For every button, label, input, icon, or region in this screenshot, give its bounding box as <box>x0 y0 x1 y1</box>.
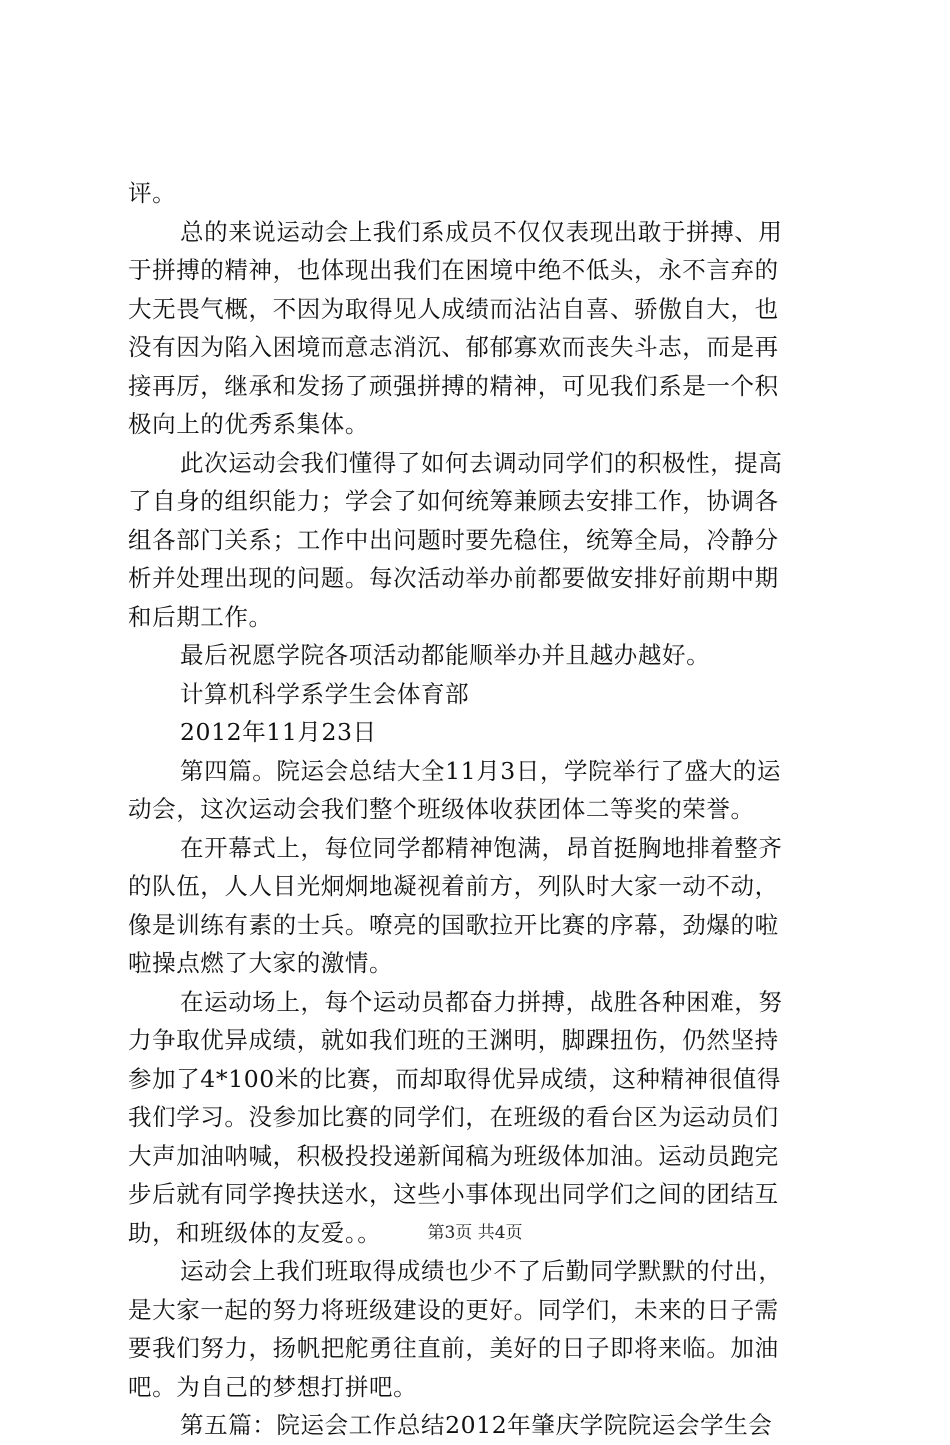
text-line: 大无畏气概，不因为取得见人成绩而沾沾自喜、骄傲自大，也 <box>128 294 779 323</box>
text-line: 我们学习。没参加比赛的同学们，在班级的看台区为运动员们 <box>128 1103 779 1131</box>
text-line: 运动会上我们班取得成绩也少不了后勤同学默默的付出， <box>180 1257 783 1285</box>
text-line: 大声加油呐喊，积极投投递新闻稿为班级体加油。运动员跑完 <box>128 1141 779 1170</box>
text-line: 没有因为陷入困境而意志消沉、郁郁寡欢而丧失斗志，而是再 <box>128 333 779 361</box>
text-line: 像是训练有素的士兵。嘹亮的国歌拉开比赛的序幕，劲爆的啦 <box>128 910 779 939</box>
text-line: 于拼搏的精神，也体现出我们在困境中绝不低头，永不言弃的 <box>128 256 779 284</box>
text-line: 此次运动会我们懂得了如何去调动同学们的积极性，提高 <box>180 448 783 477</box>
text-line: 要我们努力，扬帆把舵勇往直前，美好的日子即将来临。加油 <box>128 1334 779 1362</box>
text-line: 在开幕式上，每位同学都精神饱满，昂首挺胸地排着整齐 <box>180 833 783 862</box>
text-line: 步后就有同学搀扶送水，这些小事体现出同学们之间的团结互 <box>128 1180 779 1208</box>
text-line: 参加了4*100米的比赛，而却取得优异成绩，这种精神很值得 <box>128 1064 781 1093</box>
text-line: 的队伍，人人目光炯炯地凝视着前方，列队时大家一动不动， <box>128 872 779 900</box>
text-line: 在运动场上，每个运动员都奋力拼搏，战胜各种困难，努 <box>180 987 783 1016</box>
text-line: 计算机科学系学生会体育部 <box>180 679 470 708</box>
text-line: 第五篇：院运会工作总结2012年肇庆学院院运会学生会 <box>180 1411 773 1439</box>
text-line: 总的来说运动会上我们系成员不仅仅表现出敢于拼搏、用 <box>180 217 783 246</box>
text-line: 了自身的组织能力；学会了如何统筹兼顾去安排工作，协调各 <box>128 487 779 515</box>
text-line: 动会，这次运动会我们整个班级体收获团体二等奖的荣誉。 <box>128 795 755 823</box>
text-line: 析并处理出现的问题。每次活动举办前都要做安排好前期中期 <box>128 564 779 592</box>
text-line: 力争取优异成绩，就如我们班的王渊明，脚踝扭伤，仍然坚持 <box>128 1026 779 1054</box>
text-line: 第四篇。院运会总结大全11月3日，学院举行了盛大的运 <box>180 756 781 785</box>
text-line: 2012年11月23日 <box>180 718 377 746</box>
text-line: 组各部门关系；工作中出问题时要先稳住，统筹全局，冷静分 <box>128 525 779 554</box>
text-line: 接再厉，继承和发扬了顽强拼搏的精神，可见我们系是一个积 <box>128 371 779 400</box>
text-line: 和后期工作。 <box>128 602 273 631</box>
text-line: 啦操点燃了大家的激情。 <box>128 949 394 977</box>
document-body <box>128 174 818 1445</box>
text-line: 助，和班级体的友爱。。 <box>128 1218 382 1247</box>
text-line: 极向上的优秀系集体。 <box>128 410 369 438</box>
text-line: 吧。为自己的梦想打拼吧。 <box>128 1372 418 1401</box>
text-line: 是大家一起的努力将班级建设的更好。同学们，未来的日子需 <box>128 1295 779 1324</box>
text-line: 最后祝愿学院各项活动都能顺举办并且越办越好。 <box>180 641 711 669</box>
page-footer: 第3页 共4页 <box>427 1223 523 1243</box>
text-line: 评。 <box>128 179 177 207</box>
